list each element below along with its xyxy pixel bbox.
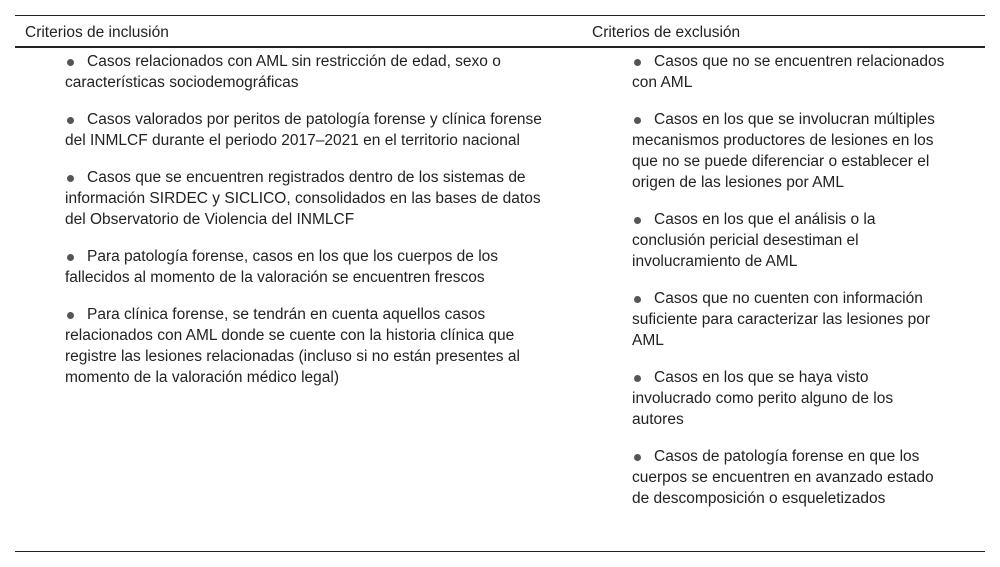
inclusion-item-text: Para patología forense, casos en los que los cuerpos de los fallecidos al momento de la valoración se encuentren frescos	[65, 248, 499, 286]
bullet-icon	[634, 117, 641, 124]
exclusion-list	[632, 51, 962, 525]
inclusion-list	[65, 51, 557, 404]
inclusion-item	[65, 109, 555, 151]
bullet-icon	[634, 296, 641, 303]
exclusion-item	[632, 367, 932, 430]
exclusion-item-text: Casos en los que se haya visto involucrado como perito alguno de los autores	[632, 369, 894, 428]
inclusion-item	[65, 51, 523, 93]
exclusion-item-text: Casos en los que el análisis o la conclusión pericial desestiman el involucramiento de AML	[632, 211, 876, 270]
inclusion-item	[65, 304, 557, 388]
bullet-icon	[634, 217, 641, 224]
inclusion-header: Criterios de inclusión	[25, 24, 169, 41]
inclusion-item-text: Para clínica forense, se tendrán en cuenta aquellos casos relacionados con AML donde se cuente con la historia clínica que registre las lesiones relacionadas (incluso si no están presentes al momento de la valoración médico legal)	[65, 306, 520, 386]
bullet-icon	[67, 175, 74, 182]
bullet-icon	[634, 59, 641, 66]
bullet-icon	[67, 59, 74, 66]
exclusion-item-text: Casos que no se encuentren relacionados con AML	[632, 53, 945, 91]
bullet-icon	[67, 254, 74, 261]
bullet-icon	[634, 454, 641, 461]
criteria-table	[15, 15, 985, 552]
exclusion-item	[632, 51, 962, 93]
table-header-row	[15, 16, 985, 48]
exclusion-item	[632, 109, 952, 193]
bullet-icon	[634, 375, 641, 382]
inclusion-item	[65, 167, 547, 230]
bullet-icon	[67, 312, 74, 319]
exclusion-item-text: Casos en los que se involucran múltiples mecanismos productores de lesiones en los que no se puede diferenciar o establecer el origen de las lesiones por AML	[632, 111, 935, 191]
inclusion-item	[65, 246, 523, 288]
exclusion-item-text: Casos que no cuenten con información suficiente para caracterizar las lesiones por AML	[632, 290, 931, 349]
inclusion-item-text: Casos valorados por peritos de patología forense y clínica forense del INMLCF durante el periodo 2017–2021 en el territorio nacional	[65, 111, 542, 149]
exclusion-item	[632, 446, 954, 509]
inclusion-item-text: Casos relacionados con AML sin restricción de edad, sexo o características sociodemográficas	[65, 53, 501, 91]
exclusion-header: Criterios de exclusión	[592, 24, 741, 41]
exclusion-item	[632, 209, 932, 272]
inclusion-item-text: Casos que se encuentren registrados dentro de los sistemas de información SIRDEC y SICLICO, consolidados en las bases de datos del Observatorio de Violencia del INMLCF	[65, 169, 541, 228]
exclusion-item	[632, 288, 940, 351]
bullet-icon	[67, 117, 74, 124]
exclusion-item-text: Casos de patología forense en que los cuerpos se encuentren en avanzado estado de descomposición o esqueletizados	[632, 448, 934, 507]
